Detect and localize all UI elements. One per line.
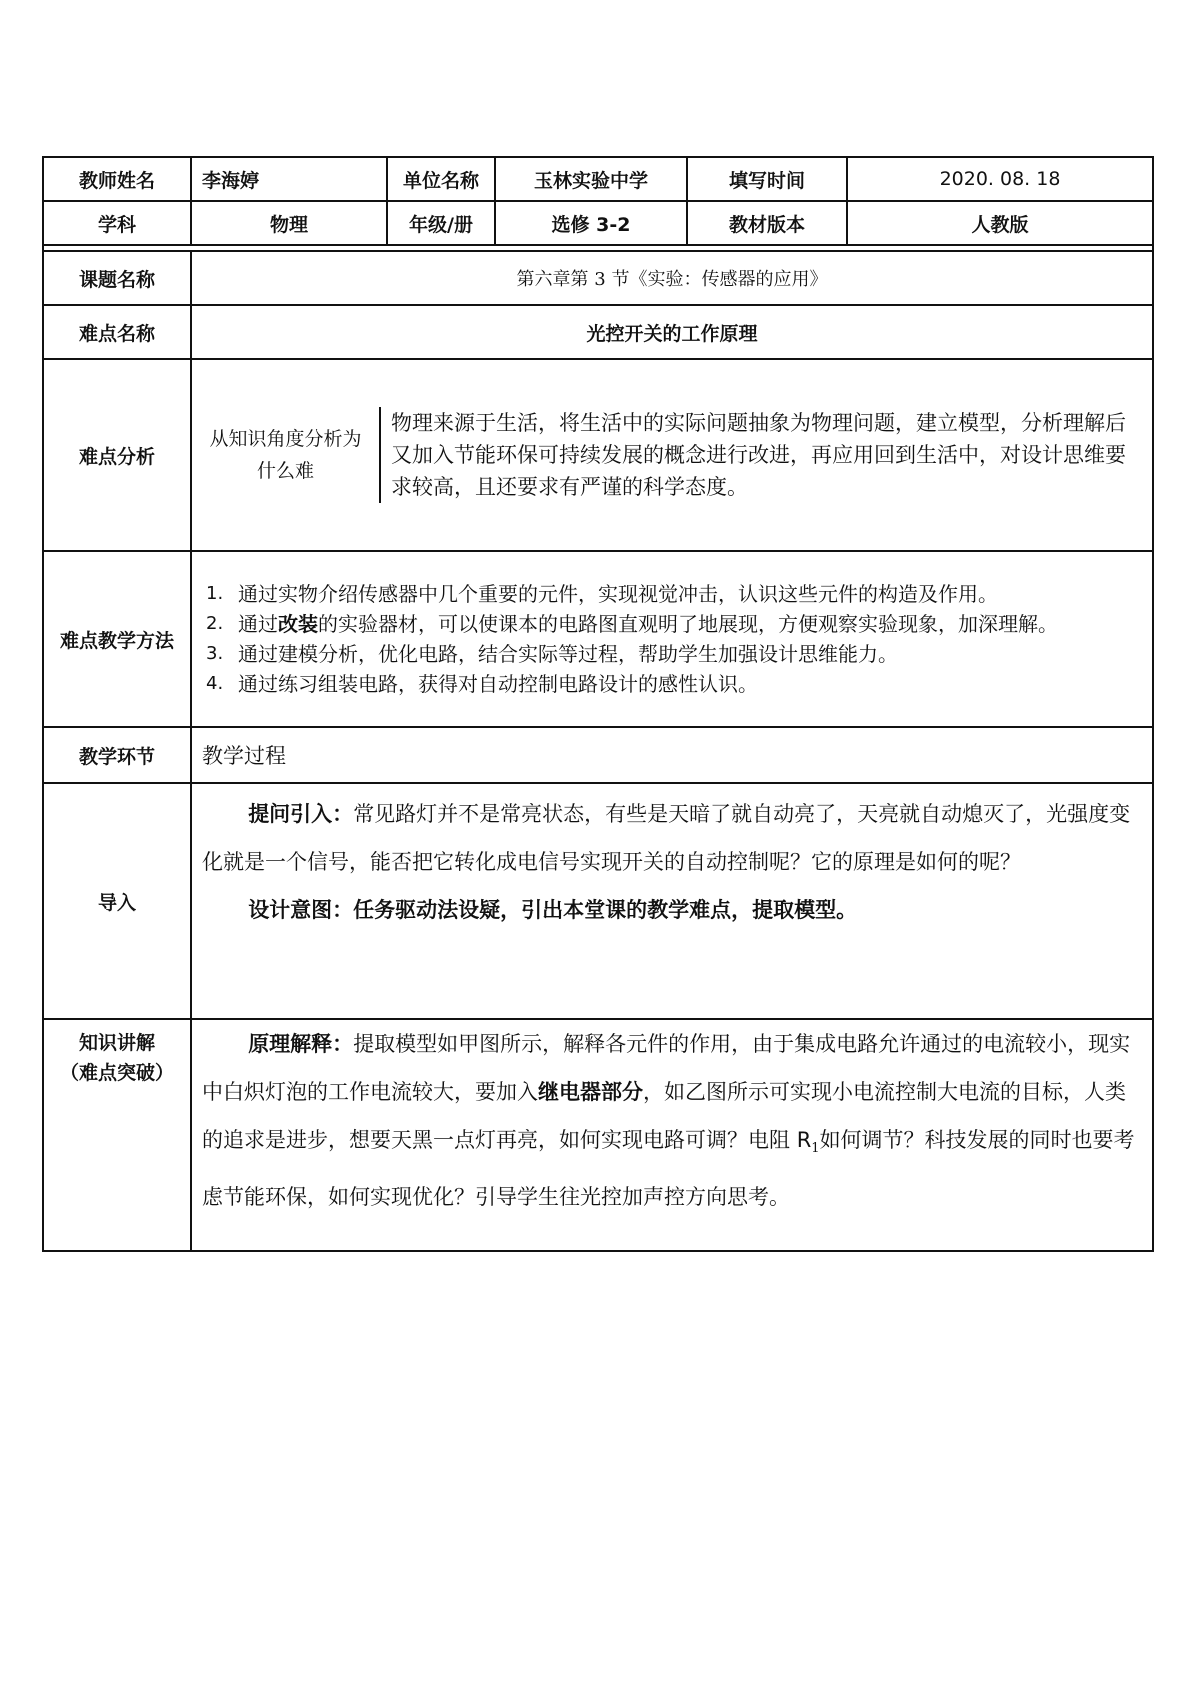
analysis-inner (192, 407, 1152, 503)
intro-design: 设计意图：任务驱动法设疑，引出本堂课的教学难点，提取模型。 (248, 897, 858, 922)
method-number: 2. (206, 613, 224, 634)
method-number: 3. (206, 643, 224, 664)
knowledge-paragraph (202, 1020, 1142, 1221)
intro-text: 常见路灯并不是常亮状态，有些是天暗了就自动亮了，天亮就自动熄灭了，光强度变化就是一个信号，能否把它转化成电信号实现开关的自动控制呢？它的原理是如何的呢？ (202, 802, 1131, 874)
methods-list (202, 579, 1142, 699)
method-number: 1. (206, 583, 224, 604)
knowledge-label-line2: （难点突破） (59, 1062, 174, 1084)
unit-value: 玉林实验中学 (495, 157, 687, 201)
method-text: 通过练习组装电路，获得对自动控制电路设计的感性认识。 (238, 672, 758, 696)
edition-value: 人教版 (847, 201, 1153, 245)
knowledge-lead: 原理解释： (248, 1031, 354, 1056)
teaching-row (43, 727, 1153, 783)
methods-label: 难点教学方法 (43, 551, 191, 727)
edition-label: 教材版本 (687, 201, 847, 245)
knowledge-text-1: 提取模型如甲图所示，解释各元件的作用，由于集成电路允许通过的电流较小，现实中白炽灯泡的工作电流较大，要加入 (202, 1032, 1131, 1104)
grade-value: 选修 3-2 (495, 201, 687, 245)
knowledge-label (43, 1019, 191, 1251)
grade-label: 年级/册 (387, 201, 495, 245)
methods-content (191, 551, 1153, 727)
lesson-table (42, 156, 1154, 1252)
method-text: 通过实物介绍传感器中几个重要的元件，实现视觉冲击，认识这些元件的构造及作用。 (238, 582, 998, 606)
knowledge-bold-mid: 继电器部分 (538, 1080, 643, 1104)
intro-lead: 提问引入： (248, 801, 354, 826)
method-bold-text: 改装 (278, 612, 318, 636)
knowledge-label-line1: 知识讲解 (78, 1032, 155, 1054)
topic-value: 第六章第 3 节《实验：传感器的应用》 (191, 251, 1153, 305)
analysis-text: 物理来源于生活，将生活中的实际问题抽象为物理问题，建立模型，分析理解后又加入节能环保可持续发展的概念进行改进，再应用回到生活中，对设计思维要求较高，且还要求有严谨的科学态度。 (380, 407, 1152, 503)
header-row-2 (43, 201, 1153, 245)
intro-content (191, 783, 1153, 1019)
method-text: 通过建模分析，优化电路，结合实际等过程，帮助学生加强设计思维能力。 (238, 642, 898, 666)
lesson-form (42, 156, 1152, 1252)
teacher-value: 李海婷 (191, 157, 387, 201)
knowledge-content (191, 1019, 1153, 1251)
method-number: 4. (206, 673, 224, 694)
methods-row (43, 551, 1153, 727)
difficulty-label: 难点名称 (43, 305, 191, 359)
teaching-label: 教学环节 (43, 727, 191, 783)
topic-label: 课题名称 (43, 251, 191, 305)
analysis-content (191, 359, 1153, 551)
method-text-cont: 的实验器材，可以使课本的电路图直观明了地展现，方便观察实验现象，加深理解。 (318, 612, 1058, 636)
subject-value: 物理 (191, 201, 387, 245)
analysis-label: 难点分析 (43, 359, 191, 551)
teacher-label: 教师姓名 (43, 157, 191, 201)
header-row-1 (43, 157, 1153, 201)
difficulty-value: 光控开关的工作原理 (191, 305, 1153, 359)
date-label: 填写时间 (687, 157, 847, 201)
method-item (202, 639, 1142, 669)
method-item (202, 669, 1142, 699)
resistor-symbol: R (796, 1128, 812, 1152)
intro-paragraph (202, 790, 1142, 886)
topic-row (43, 251, 1153, 305)
unit-label: 单位名称 (387, 157, 495, 201)
intro-label: 导入 (43, 783, 191, 1019)
knowledge-text-3: 如何调节？科技发展的同时也要考虑节能环保，如何实现优化？引导学生往光控加声控方向思考。 (202, 1128, 1135, 1210)
knowledge-text-2: ，如乙图所示可实现小电流控制大电流的目标，人类的追求是进步，想要天黑一点灯再亮，如何实现电路可调？电阻 (202, 1080, 1126, 1152)
knowledge-row (43, 1019, 1153, 1251)
method-item (202, 579, 1142, 609)
teaching-value: 教学过程 (191, 727, 1153, 783)
method-text: 通过 (238, 612, 278, 636)
analysis-row (43, 359, 1153, 551)
difficulty-row (43, 305, 1153, 359)
analysis-sublabel: 从知识角度分析为什么难 (209, 428, 362, 482)
method-item (202, 609, 1142, 639)
intro-row (43, 783, 1153, 1019)
subject-label: 学科 (43, 201, 191, 245)
date-value: 2020. 08. 18 (847, 157, 1153, 201)
resistor-subscript: 1 (811, 1141, 820, 1157)
